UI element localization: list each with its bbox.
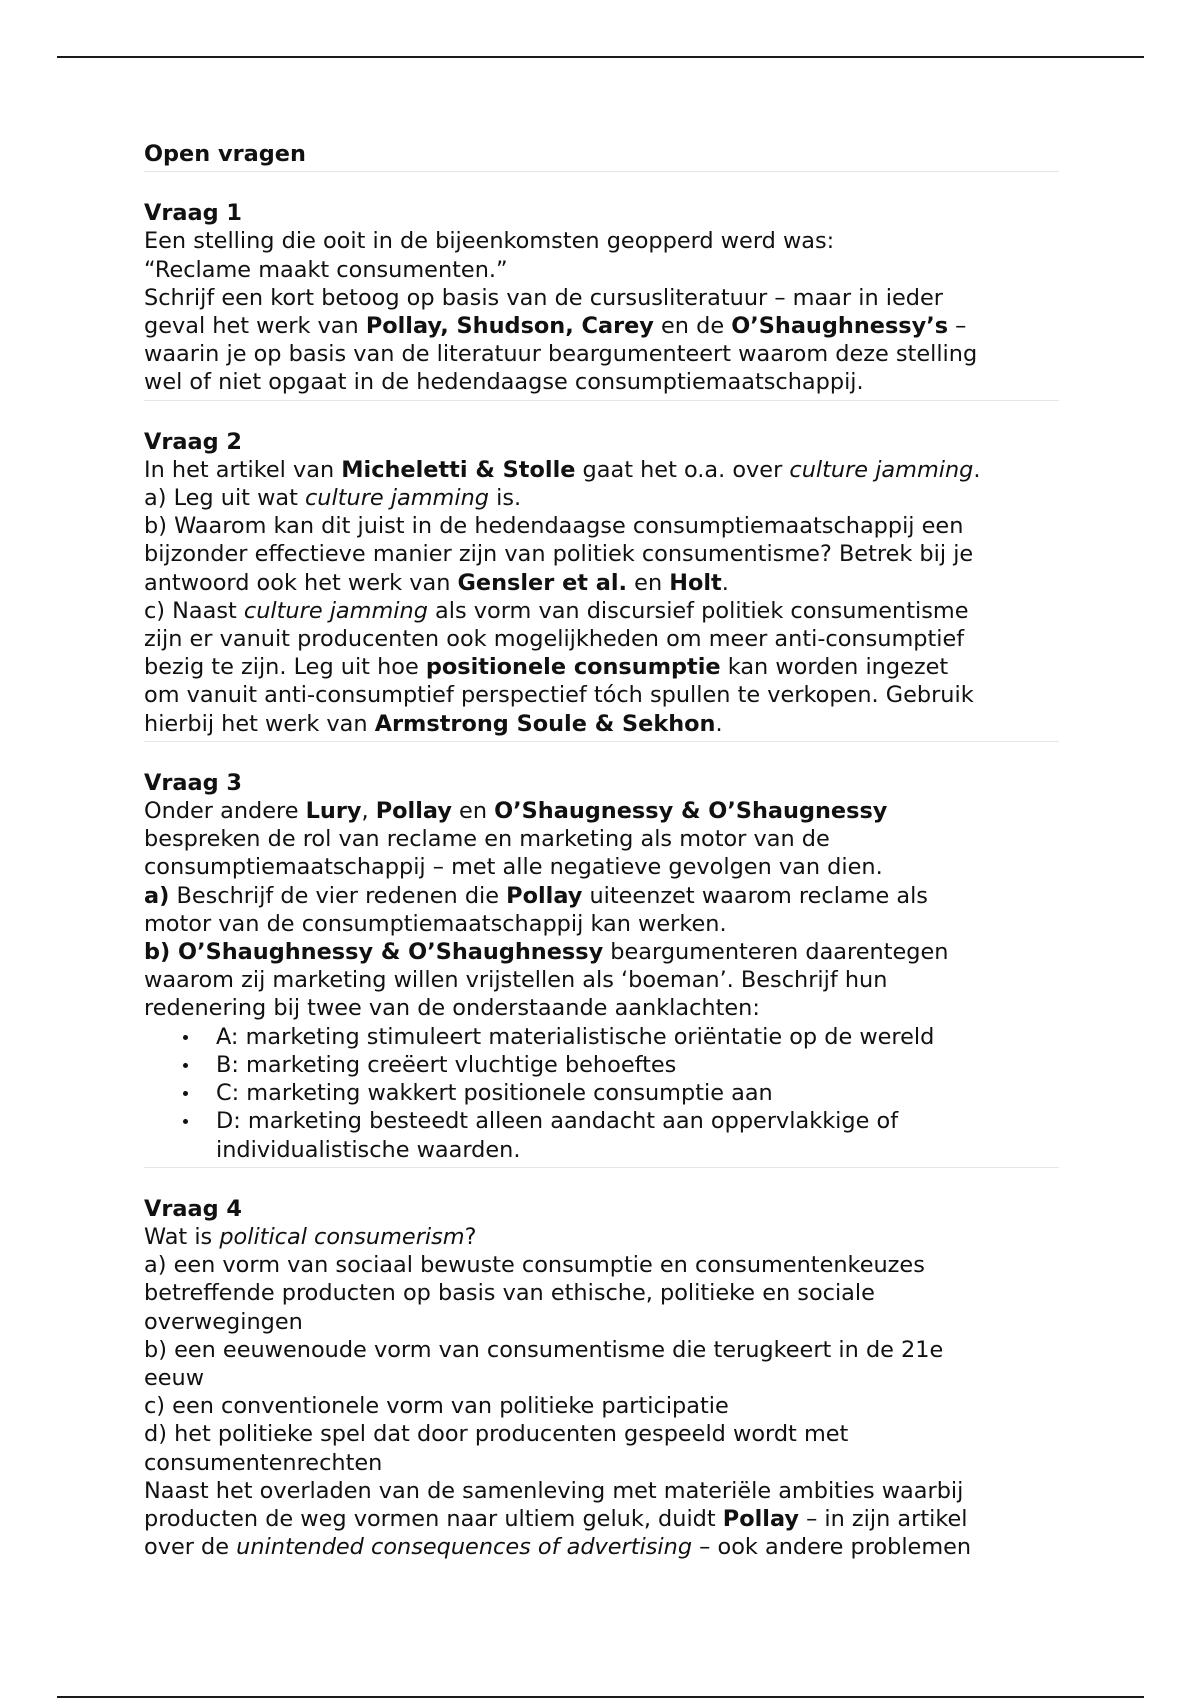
question-3-heading: Vraag 3 xyxy=(144,769,242,796)
q4-line: Naast het overladen van de samenleving met materiële ambities waarbij xyxy=(144,1477,964,1504)
header-rule xyxy=(57,56,1144,58)
section-divider xyxy=(144,1167,1059,1168)
q4-option: b) een eeuwenoude vorm van consumentisme die terugkeert in de 21e xyxy=(144,1336,944,1363)
author-ref: O’Shaugnessy & O’Shaugnessy xyxy=(494,798,888,825)
q2-line: a) Leg uit wat culture jamming is. xyxy=(144,485,522,512)
author-ref: Gensler et al. xyxy=(457,569,628,596)
q2-line: zijn er vanuit producenten ook mogelijkheden om meer anti-consumptief xyxy=(144,626,965,653)
q3-line: consumptiemaatschappij – met alle negatieve gevolgen van dien. xyxy=(144,854,883,881)
list-item: B: marketing creëert vluchtige behoeftes xyxy=(216,1051,1059,1079)
question-1 xyxy=(144,199,1059,396)
q4-option: overwegingen xyxy=(144,1308,303,1335)
q1-line: geval het werk van Pollay, Shudson, Carey en de O’Shaughnessy’s – xyxy=(144,313,967,340)
list-item: A: marketing stimuleert materialistische oriëntatie op de wereld xyxy=(216,1023,1059,1051)
q3-line: a) Beschrijf de vier redenen die Pollay uiteenzet waarom reclame als xyxy=(144,882,928,909)
q3-line: bespreken de rol van reclame en marketing als motor van de xyxy=(144,826,830,853)
q4-line: Wat is political consumerism? xyxy=(144,1223,477,1250)
q1-line: waarin je op basis van de literatuur beargumenteert waarom deze stelling xyxy=(144,341,978,368)
q2-line: om vanuit anti-consumptief perspectief tóch spullen te verkopen. Gebruik xyxy=(144,682,974,709)
q4-option: consumentenrechten xyxy=(144,1449,383,1476)
term: culture jamming xyxy=(305,485,489,512)
author-ref: Pollay, Shudson, Carey xyxy=(365,313,654,340)
author-ref: Armstrong Soule & Sekhon xyxy=(374,710,716,737)
q2-line: bezig te zijn. Leg uit hoe positionele consumptie kan worden ingezet xyxy=(144,654,949,681)
q2-line: b) Waarom kan dit juist in de hedendaagse consumptiemaatschappij een xyxy=(144,513,964,540)
q1-statement: “Reclame maakt consumenten.” xyxy=(144,256,508,283)
q2-line: hierbij het werk van Armstrong Soule & Sekhon. xyxy=(144,710,723,737)
q4-option: eeuw xyxy=(144,1364,205,1391)
q4-option: c) een conventionele vorm van politieke participatie xyxy=(144,1393,729,1420)
author-ref: Pollay xyxy=(722,1505,799,1532)
term: positionele consumptie xyxy=(425,654,721,681)
page-title: Open vragen xyxy=(144,141,306,167)
document-body xyxy=(144,140,1059,1561)
section-divider xyxy=(144,741,1059,742)
section-divider xyxy=(144,400,1059,401)
q4-option: betreffende producten op basis van ethische, politieke en sociale xyxy=(144,1280,875,1307)
q4-line: producten de weg vormen naar ultiem geluk, duidt Pollay – in zijn artikel xyxy=(144,1505,968,1532)
q1-line: Een stelling die ooit in de bijeenkomsten geopperd werd was: xyxy=(144,228,835,255)
section-divider xyxy=(144,171,1059,172)
q4-option: a) een vorm van sociaal bewuste consumptie en consumentenkeuzes xyxy=(144,1252,925,1279)
term: culture jamming xyxy=(789,456,974,483)
term: unintended consequences of advertising xyxy=(236,1534,693,1561)
accusation-list xyxy=(144,1023,1059,1164)
question-3 xyxy=(144,769,1059,1164)
q2-line: c) Naast culture jamming als vorm van discursief politiek consumentisme xyxy=(144,597,969,624)
q1-line: wel of niet opgaat in de hedendaagse consumptiemaatschappij. xyxy=(144,369,864,396)
author-ref: b) O’Shaughnessy & O’Shaughnessy xyxy=(144,939,604,966)
author-ref: Lury xyxy=(305,798,362,825)
q2-line: bijzonder effectieve manier zijn van politiek consumentisme? Betrek bij je xyxy=(144,541,974,568)
list-item: D: marketing besteedt alleen aandacht aan oppervlakkige of individualistische waarden. xyxy=(216,1107,1059,1163)
author-ref: Pollay xyxy=(506,882,583,909)
author-ref: Holt xyxy=(669,569,722,596)
q4-line: over de unintended consequences of advertising – ook andere problemen xyxy=(144,1534,972,1561)
q2-line: antwoord ook het werk van Gensler et al. en Holt. xyxy=(144,569,729,596)
author-ref: Micheletti & Stolle xyxy=(341,456,576,483)
q3-line: waarom zij marketing willen vrijstellen als ‘boeman’. Beschrijf hun xyxy=(144,967,888,994)
q3-line: b) O’Shaughnessy & O’Shaughnessy beargumenteren daarentegen xyxy=(144,939,949,966)
q4-option: d) het politieke spel dat door producenten gespeeld wordt met xyxy=(144,1421,849,1448)
term: culture jamming xyxy=(243,597,428,624)
question-4-heading: Vraag 4 xyxy=(144,1195,242,1222)
question-2-heading: Vraag 2 xyxy=(144,428,242,455)
question-4 xyxy=(144,1195,1059,1562)
author-ref: Pollay xyxy=(375,798,452,825)
q2-line: In het artikel van Micheletti & Stolle gaat het o.a. over culture jamming. xyxy=(144,456,981,483)
q3-line: Onder andere Lury, Pollay en O’Shaugnessy & O’Shaugnessy xyxy=(144,798,888,825)
term: political consumerism xyxy=(219,1223,465,1250)
question-2 xyxy=(144,428,1059,738)
footer-rule xyxy=(57,1696,1144,1698)
question-1-heading: Vraag 1 xyxy=(144,200,242,227)
author-ref: O’Shaughnessy’s xyxy=(731,313,949,340)
q3-line: redenering bij twee van de onderstaande aanklachten: xyxy=(144,995,760,1022)
q3-line: motor van de consumptiemaatschappij kan werken. xyxy=(144,910,727,937)
q1-line: Schrijf een kort betoog op basis van de cursusliteratuur – maar in ieder xyxy=(144,284,943,311)
list-item: C: marketing wakkert positionele consumptie aan xyxy=(216,1079,1059,1107)
